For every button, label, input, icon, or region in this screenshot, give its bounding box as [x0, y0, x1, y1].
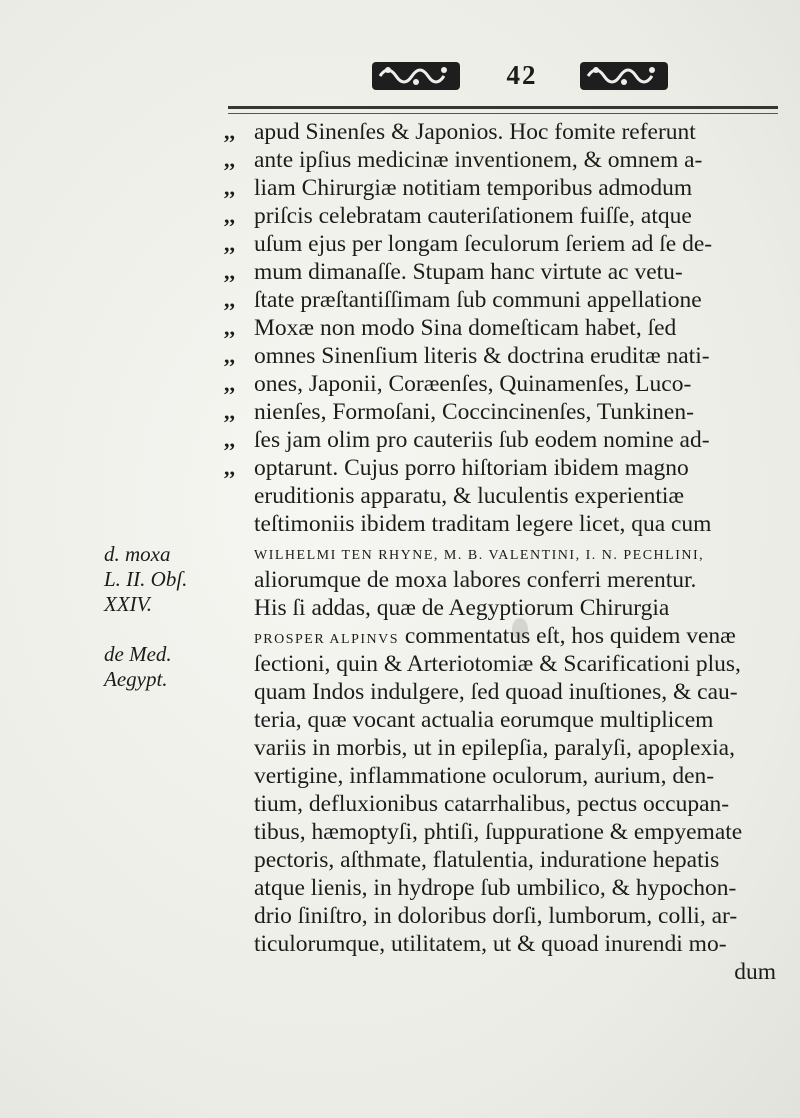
- line-text: priſcis celebratam cauteriſationem fuiſſe, atque: [254, 203, 692, 229]
- line-text: ones, Japonii, Coræenſes, Quinamenſes, Luco-: [254, 371, 692, 397]
- line-text: atque lienis, in hydrope ſub umbilico, & hypochon-: [254, 875, 737, 901]
- quote-mark: ,,: [224, 175, 235, 200]
- quote-mark: ,,: [224, 371, 235, 396]
- quote-mark: ,,: [224, 231, 235, 256]
- ink-stain: [512, 618, 528, 640]
- line-text: ticulorumque, utilitatem, ut & quoad inurendi mo-: [254, 931, 727, 957]
- line-text: ſtate præſtantiſſimam ſub communi appellatione: [254, 287, 702, 313]
- line-text: variis in morbis, ut in epilepſia, paralyſi, apoplexia,: [254, 735, 735, 761]
- text-line: [224, 594, 780, 622]
- margin-note-aegypt: [104, 642, 214, 692]
- margin-note-moxa: [104, 542, 214, 617]
- text-line: [224, 398, 780, 426]
- small-caps-name: PROSPER ALPINVS: [254, 632, 400, 647]
- line-text: quam Indos indulgere, ſed quoad inuſtiones, & cau-: [254, 679, 738, 705]
- text-line: [224, 790, 780, 818]
- text-line: [224, 146, 780, 174]
- text-line: [224, 818, 780, 846]
- text-line: [224, 846, 780, 874]
- text-line: [224, 622, 780, 650]
- line-text: apud Sinenſes & Japonios. Hoc fomite referunt: [254, 119, 696, 145]
- line-text: ſes jam olim pro cauteriis ſub eodem nomine ad-: [254, 427, 710, 453]
- text-line: [224, 762, 780, 790]
- text-line: [224, 930, 780, 958]
- line-text: omnes Sinenſium literis & doctrina eruditæ nati-: [254, 343, 710, 369]
- line-text: tium, defluxionibus catarrhalibus, pectus occupan-: [254, 791, 730, 817]
- text-line: [224, 482, 780, 510]
- text-line: [224, 230, 780, 258]
- page-header: [360, 52, 680, 102]
- line-text: optarunt. Cujus porro hiſtoriam ibidem magno: [254, 455, 689, 481]
- quote-mark: ,,: [224, 203, 235, 228]
- quote-mark: ,,: [224, 259, 235, 284]
- catchword: dum: [734, 959, 776, 985]
- quote-mark: ,,: [224, 427, 235, 452]
- line-text: mum dimanaſſe. Stupam hanc virtute ac vetu-: [254, 259, 683, 285]
- line-text: aliorumque de moxa labores conferri merentur.: [254, 567, 697, 593]
- line-text: His ſi addas, quæ de Aegyptiorum Chirurgia: [254, 595, 670, 621]
- line-text: drio ſiniſtro, in doloribus dorſi, lumborum, colli, ar-: [254, 903, 738, 929]
- margin-note-line: d. moxa: [104, 542, 171, 566]
- ornament-right-icon: [578, 58, 670, 94]
- body-text: [224, 118, 780, 986]
- ornament-left-icon: [370, 58, 462, 94]
- text-line: [224, 258, 780, 286]
- line-text: WILHELMI TEN RHYNE, M. B. VALENTINI, I. N. PECHLINI,: [254, 548, 705, 563]
- text-line: [224, 426, 780, 454]
- quote-mark: ,,: [224, 315, 235, 340]
- line-text: ſectioni, quin & Arteriotomiæ & Scarificationi plus,: [254, 651, 741, 677]
- text-line: [224, 202, 780, 230]
- text-line: [224, 118, 780, 146]
- quote-mark: ,,: [224, 343, 235, 368]
- line-text: eruditionis apparatu, & luculentis experientiæ: [254, 483, 685, 509]
- quote-mark: ,,: [224, 399, 235, 424]
- text-line: [224, 678, 780, 706]
- quote-mark: ,,: [224, 287, 235, 312]
- header-rule: [228, 106, 778, 114]
- line-text: Moxæ non modo Sina domeſticam habet, ſed: [254, 315, 677, 341]
- text-line: [224, 566, 780, 594]
- line-text: nienſes, Formoſani, Coccincinenſes, Tunkinen-: [254, 399, 694, 425]
- margin-note-line: Aegypt.: [104, 667, 168, 691]
- text-line: [224, 874, 780, 902]
- text-line: [224, 902, 780, 930]
- text-line: [224, 342, 780, 370]
- text-line: [224, 454, 780, 482]
- line-text: commentatus eſt, hos quidem venæ: [399, 623, 736, 649]
- margin-note-line: de Med.: [104, 642, 172, 666]
- page-number: 42: [506, 60, 538, 90]
- margin-note-line: L. II. Obſ.: [104, 567, 188, 591]
- quote-mark: ,,: [224, 147, 235, 172]
- line-text: tibus, hæmoptyſi, phtiſi, ſuppuratione & empyemate: [254, 819, 743, 845]
- quote-mark: ,,: [224, 119, 235, 144]
- line-text: ante ipſius medicinæ inventionem, & omnem a-: [254, 147, 703, 173]
- text-line: [224, 370, 780, 398]
- text-line: [224, 734, 780, 762]
- line-text: liam Chirurgiæ notitiam temporibus admodum: [254, 175, 693, 201]
- line-text: pectoris, aſthmate, flatulentia, induratione hepatis: [254, 847, 720, 873]
- line-text: vertigine, inflammatione oculorum, aurium, den-: [254, 763, 715, 789]
- line-text: teſtimoniis ibidem traditam legere licet, qua cum: [254, 511, 712, 537]
- text-line: [224, 706, 780, 734]
- line-text: uſum ejus per longam ſeculorum ſeriem ad ſe de-: [254, 231, 713, 257]
- margin-note-line: XXIV.: [104, 592, 153, 616]
- text-line: [224, 650, 780, 678]
- text-line: [224, 314, 780, 342]
- text-line: [224, 286, 780, 314]
- text-line: [224, 174, 780, 202]
- quote-mark: ,,: [224, 455, 235, 480]
- text-line: [224, 510, 780, 538]
- text-line: [224, 538, 780, 566]
- line-text: teria, quæ vocant actualia eorumque multiplicem: [254, 707, 714, 733]
